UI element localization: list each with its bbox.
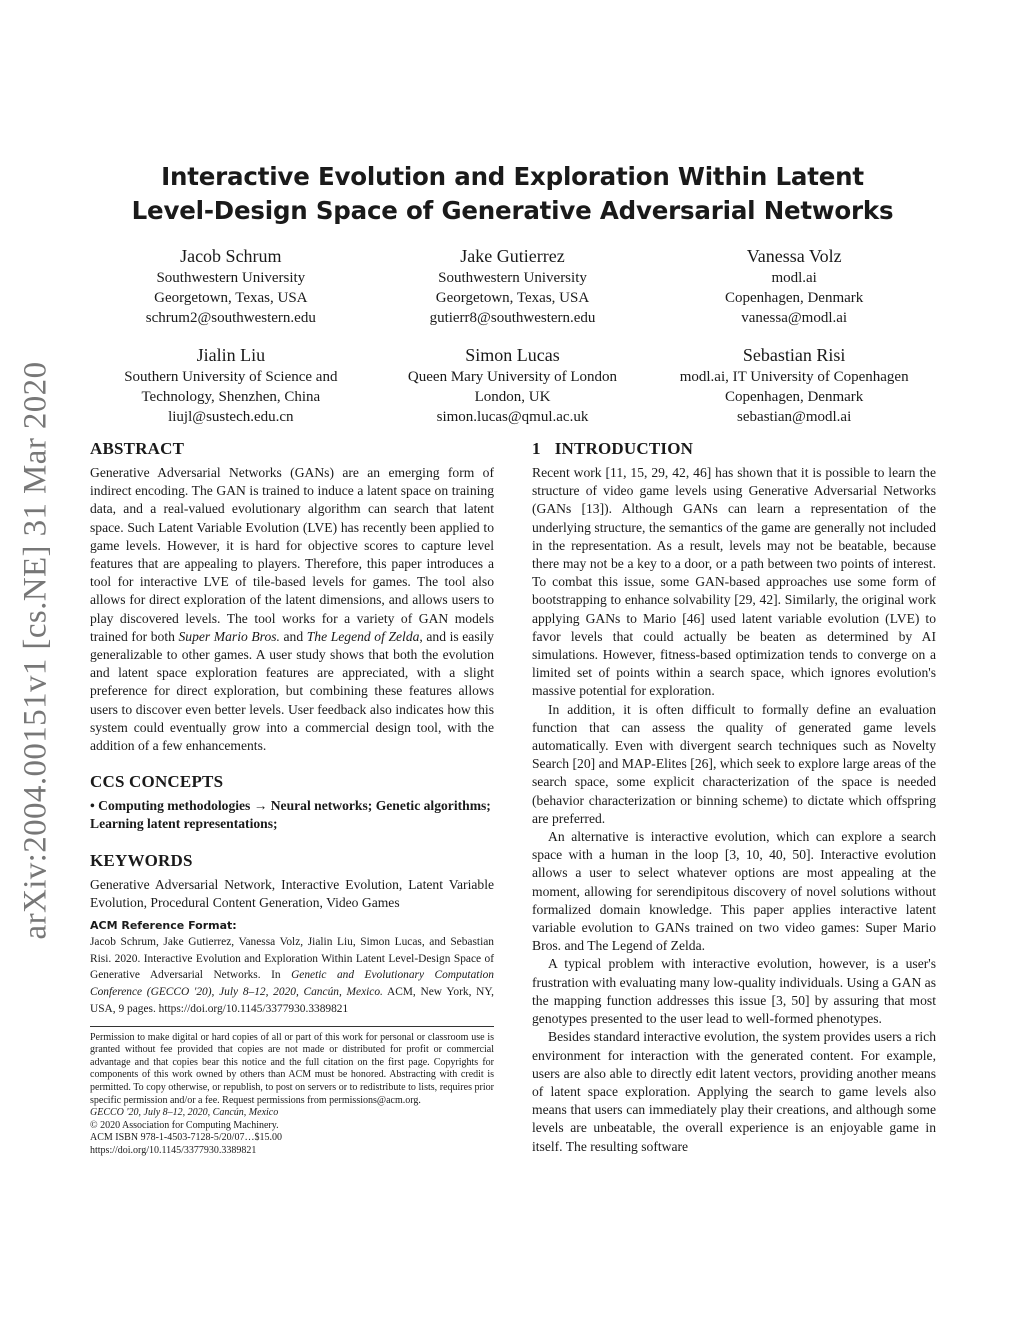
isbn-line: ACM ISBN 978-1-4503-7128-5/20/07…$15.00 (90, 1132, 282, 1144)
author-location: Copenhagen, Denmark (725, 389, 864, 405)
game-title: Super Mario Bros. (178, 628, 280, 644)
intro-paragraph: Besides standard interactive evolution, the system provides users a rich environment for interaction with the generated content. For example, users are also able to directly edit latent vectors, providing another means of latent space exploration. Applying the search to game levels also means that users can immediately play their creations, and although some levels are unbeatable, the overall experience is an enjoyable game in itself. The resulting software (532, 1029, 936, 1154)
game-title: The Legend of Zelda (306, 628, 420, 644)
title-line-2: Level-Design Space of Generative Adversarial Networks (131, 196, 894, 225)
author-row-2 (90, 344, 935, 427)
acm-reference-text: Jacob Schrum, Jake Gutierrez, Vanessa Volz, Jialin Liu, Simon Lucas, and Sebastian Risi. 2020. Interactive Evolution and Exploration Within Latent Level-Design Space of Generative Adversarial Networks. In Genetic and Evolutionary Computation Conference (GECCO '20), July 8–12, 2020, Cancún, Mexico. ACM, New York, NY, USA, 9 pages. https://doi.org/10.1145/3377930.3389821 (90, 936, 494, 1015)
ccs-heading: CCS CONCEPTS (90, 772, 224, 792)
author-name: Simon Lucas (465, 345, 560, 365)
author-block (653, 344, 935, 427)
left-column (90, 438, 494, 1158)
author-block (90, 245, 372, 328)
abstract-heading: ABSTRACT (90, 439, 185, 458)
right-column (532, 438, 936, 1156)
author-location: Technology, Shenzhen, China (141, 389, 321, 405)
author-location: London, UK (474, 389, 551, 405)
author-name: Vanessa Volz (746, 246, 842, 266)
author-block (90, 344, 372, 427)
author-location: Georgetown, Texas, USA (154, 290, 308, 306)
author-block (653, 245, 935, 328)
author-name: Jacob Schrum (180, 246, 282, 266)
intro-paragraph: Recent work [11, 15, 29, 42, 46] has shown that it is possible to learn the structure of video game levels using Generative Adversarial Networks (GANs [13]). Although GANs can learn a representation of the underlying structure, the semantics of the game are generally not included in the representation. As a result, levels may not be beatable, because there may not be a key to a door, or a path between two points of interest. To combat this issue, some GAN-based approaches use some form of bootstrapping to enhance solvability [29, 42]. Similarly, the original work applying GANs to Mario [46] used latent variable evolution (LVE) to favor levels that could actually be beaten as determined by AI simulations. However, fitness-based optimization tends to converge on a limited set of points within a search space, which ignores evolution's massive potential for exploration. (532, 465, 936, 699)
abstract-text: Generative Adversarial Networks (GANs) are an emerging form of indirect encoding. The GAN is trained to induce a latent space on training data, and a real-valued evolutionary algorithm can search that latent space. Such Latent Variable Evolution (LVE) has recently been applied to game levels. However, it is hard for objective scores to capture level features that are appealing to players. Therefore, this paper introduces a tool for interactive LVE of tile-based levels for games. The tool also allows for direct exploration of the latent dimensions, and allows users to play discovered levels. The tool works for a variety of GAN models trained for both Super Mario Bros. and The Legend of Zelda, and is easily generalizable to other games. A user study shows that both the evolution and latent space exploration features are appreciated, with a slight preference for direct exploration, but combining these features allows users to discover even better levels. User feedback also indicates how this system could eventually grow into a commercial design tool, with the addition of a few enhancements. (90, 465, 494, 754)
author-affiliation: modl.ai (771, 270, 817, 286)
author-name: Jialin Liu (196, 345, 266, 365)
author-name: Sebastian Risi (742, 345, 846, 365)
author-affiliation: Southwestern University (438, 270, 587, 286)
author-row-1 (90, 245, 935, 328)
paper-title (90, 160, 935, 228)
section-number: 1 (532, 439, 541, 458)
keywords-text: Generative Adversarial Network, Interactive Evolution, Latent Variable Evolution, Procedural Content Generation, Video Games (90, 876, 494, 910)
author-location: Georgetown, Texas, USA (435, 290, 590, 306)
keywords-heading: KEYWORDS (90, 850, 193, 870)
author-affiliation: Southwestern University (156, 270, 306, 286)
author-block (372, 344, 654, 427)
copyright-line: © 2020 Association for Computing Machinery. (90, 1119, 279, 1131)
permission-notice: Permission to make digital or hard copies of all or part of this work for personal or classroom use is granted without fee provided that copies are not made or distributed for profit or commercial advantage and that copies bear this notice and the full citation on the first page. Copyrights for components of this work owned by others than ACM must be honored. Abstracting with credit is permitted. To copy otherwise, or republish, to post on servers or to redistribute to lists, requires prior specific permission and/or a fee. Request permissions from permissions@acm.org. (90, 1031, 494, 1106)
ccs-text: • Computing methodologies → Neural networks; Genetic algorithms; Learning latent representations; (90, 798, 491, 832)
author-name: Jake Gutierrez (460, 246, 565, 266)
author-email: schrum2@southwestern.edu (145, 310, 316, 326)
acm-reference-label: ACM Reference Format: (90, 919, 237, 933)
intro-paragraph: An alternative is interactive evolution, which can explore a search space with a human in the loop [3, 10, 40, 50]. Interactive evolution allows a user to select whatever options are most appealing at the moment, allowing for serendipitous discovery of novel solutions without formalized domain knowledge. This paper applies interactive latent variable evolution to GANs trained on two video games: Super Mario Bros. and The Legend of Zelda. (532, 829, 936, 954)
author-email: vanessa@modl.ai (741, 310, 848, 326)
introduction-heading: 1 INTRODUCTION (532, 439, 694, 458)
arxiv-identifier: arXiv:2004.00151v1 [cs.NE] 31 Mar 2020 (17, 361, 54, 939)
venue: Genetic and Evolutionary Computation Conference (GECCO '20), July 8–12, 2020, Cancún, Mexico. (90, 969, 494, 999)
author-email: sebastian@modl.ai (737, 409, 852, 425)
author-email: liujl@sustech.edu.cn (168, 409, 294, 425)
author-affiliation: modl.ai, IT University of Copenhagen (679, 369, 909, 385)
intro-paragraph: A typical problem with interactive evolution, however, is a user's frustration with evaluating many low-quality individuals. Using a GAN as the mapping function addresses this issue [3, 50] by assuring that most genotypes presented to the user lead to well-formed phenotypes. (532, 956, 936, 1027)
footnote-divider (90, 1026, 494, 1027)
author-affiliation: Southern University of Science and (124, 369, 338, 385)
author-location: Copenhagen, Denmark (725, 290, 864, 306)
author-email: simon.lucas@qmul.ac.uk (436, 409, 589, 425)
author-affiliation: Queen Mary University of London (407, 369, 618, 385)
title-line-1: Interactive Evolution and Exploration Within Latent (161, 162, 864, 191)
intro-paragraph: In addition, it is often difficult to formally define an evaluation function that can assess the quality of generated game levels automatically. Even with divergent search techniques such as Novelty Search [20] and MAP-Elites [26], which seek to explore large areas of the search space, some explicit characterization of the space is needed (behavior characterization or binning scheme) to dictate which offspring are preferred. (532, 701, 936, 826)
author-email: gutierr8@southwestern.edu (429, 310, 596, 326)
author-block (372, 245, 654, 328)
conference-line: GECCO '20, July 8–12, 2020, Cancún, Mexico (90, 1107, 279, 1119)
doi-link[interactable]: https://doi.org/10.1145/3377930.3389821 (90, 1144, 257, 1156)
